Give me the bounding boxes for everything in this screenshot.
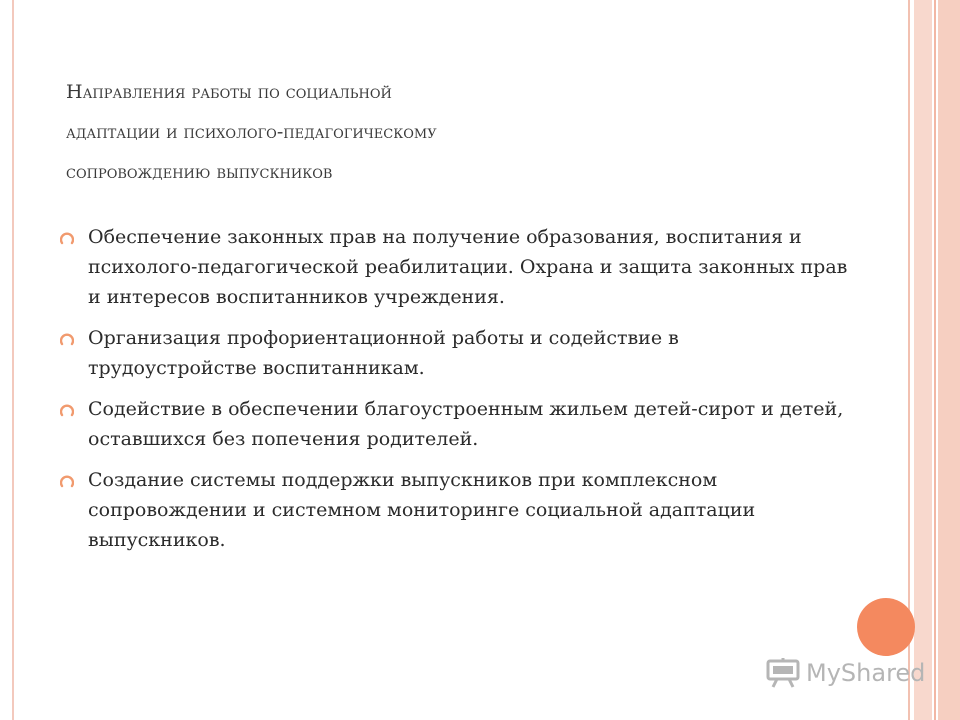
orange-arc-bullet-icon xyxy=(60,474,74,488)
stripe xyxy=(914,0,932,720)
orange-circle-decoration xyxy=(857,598,915,656)
title-line: сопровождению выпускников xyxy=(66,161,333,183)
bullet-text: Содействие в обеспечении благоустроенным жильем детей-сирот и детей, оставшихся без попечения родителей. xyxy=(88,398,844,450)
orange-arc-bullet-icon xyxy=(60,403,74,417)
presentation-board-icon xyxy=(766,658,800,688)
orange-arc-bullet-icon xyxy=(60,231,74,245)
title-line: Направления работы по социальной xyxy=(66,81,392,103)
watermark xyxy=(766,655,925,691)
orange-arc-bullet-icon xyxy=(60,332,74,346)
title-line: адаптации и психолого-педагогическому xyxy=(66,121,437,143)
bullet-item xyxy=(60,323,850,383)
bullet-item xyxy=(60,222,850,312)
stripe xyxy=(938,0,960,720)
right-decorative-stripes xyxy=(908,0,960,720)
slide-title xyxy=(66,72,846,192)
bullet-item xyxy=(60,465,850,555)
left-border-line xyxy=(12,0,14,720)
bullet-item xyxy=(60,394,850,454)
stripe xyxy=(934,0,936,720)
bullet-text: Организация профориентационной работы и содействие в трудоустройстве воспитанникам. xyxy=(88,327,679,379)
bullet-list xyxy=(60,222,850,566)
watermark-text: MyShared xyxy=(806,659,926,687)
bullet-text: Обеспечение законных прав на получение образования, воспитания и психолого-педагогической реабилитации. Охрана и защита законных прав и интересов воспитанников учреждения. xyxy=(88,226,848,308)
bullet-text: Создание системы поддержки выпускников при комплексном сопровождении и системном мониторинге социальной адаптации выпускников. xyxy=(88,469,756,551)
